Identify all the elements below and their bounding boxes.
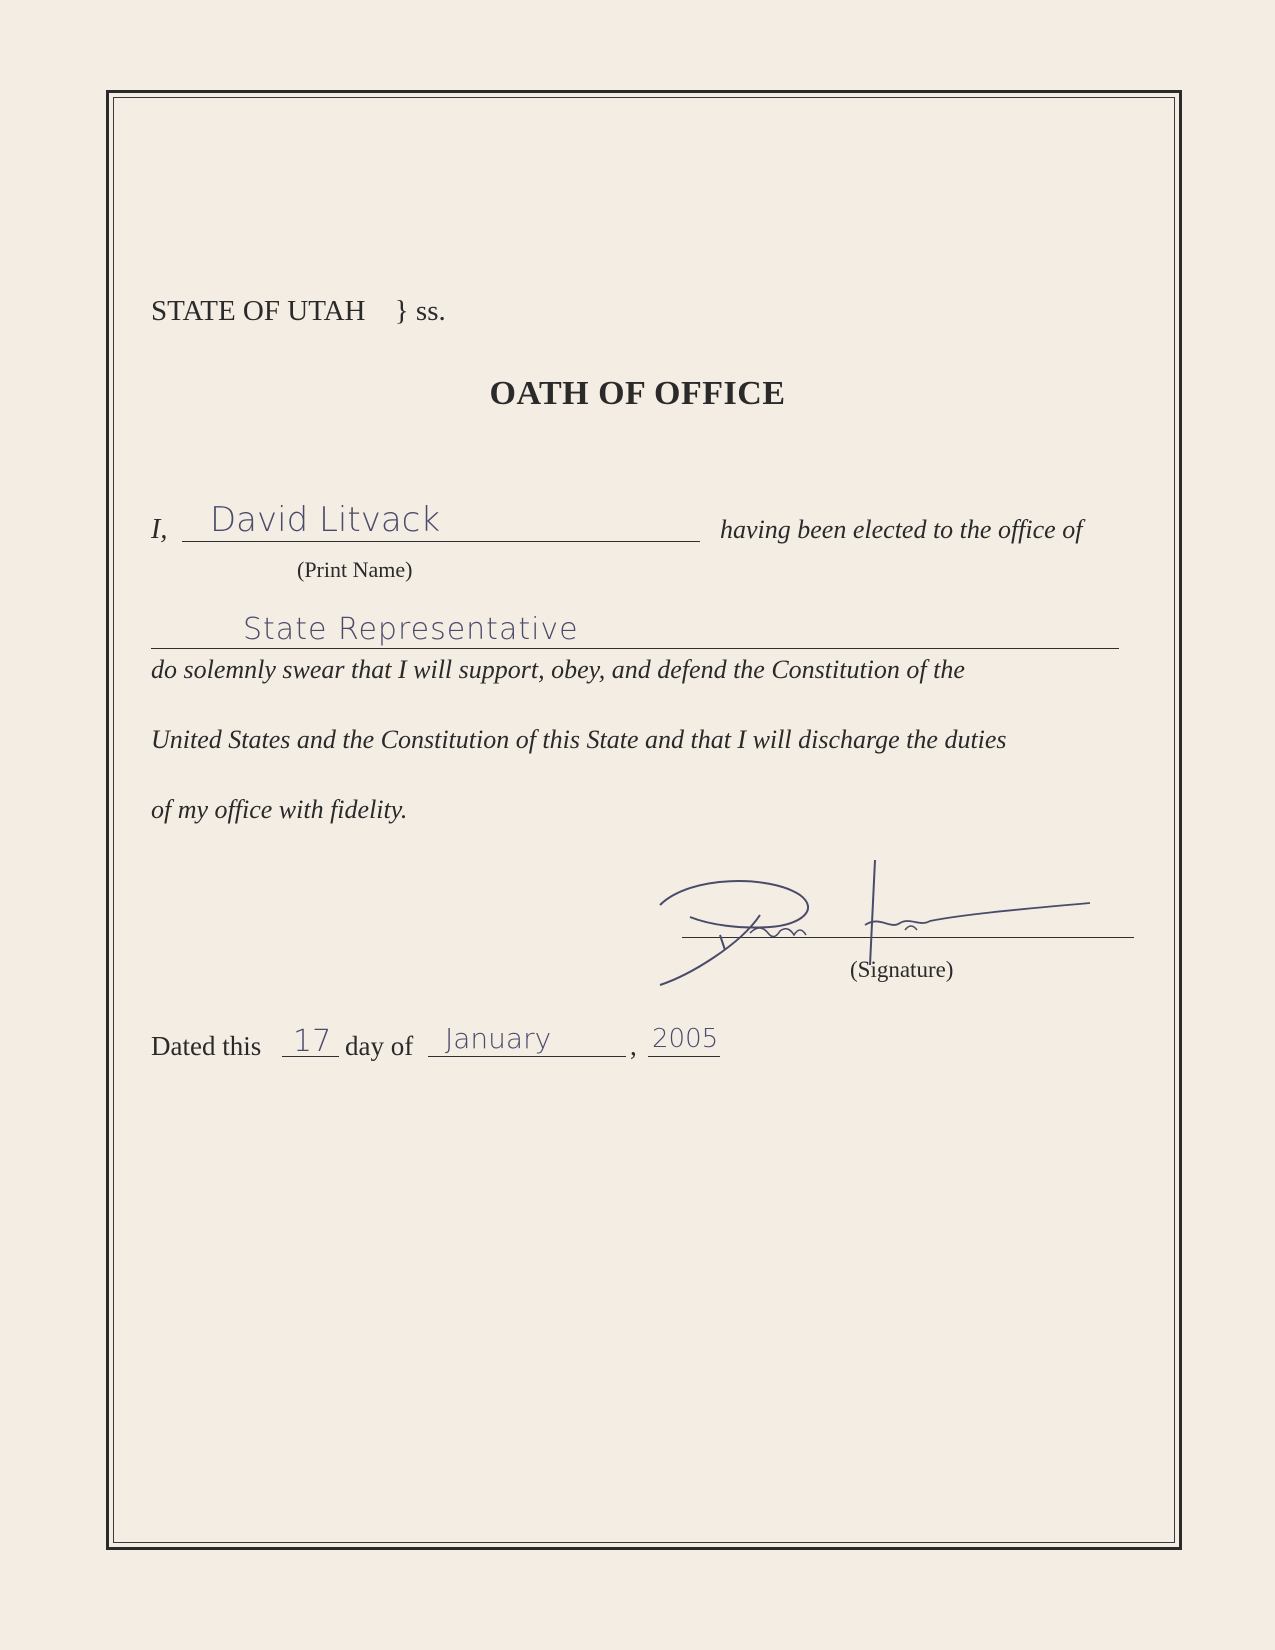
dated-label: Dated this	[151, 1031, 262, 1061]
handwritten-office: State Representative	[243, 612, 579, 647]
handwritten-year: 2005	[652, 1024, 719, 1054]
state-label: STATE OF UTAH	[151, 295, 366, 327]
oath-line-2: United States and the Constitution of this State and that I will discharge the duties	[151, 725, 1007, 754]
handwritten-day: 17	[293, 1024, 332, 1059]
office-underline	[151, 648, 1119, 649]
ss-label: } ss.	[394, 295, 446, 327]
month-underline	[428, 1056, 626, 1057]
oath-line-1: do solemnly swear that I will support, obey, and defend the Constitution of the	[151, 655, 965, 684]
handwritten-name: David Litvack	[210, 500, 441, 540]
state-heading	[151, 295, 446, 328]
year-underline	[648, 1056, 720, 1057]
oath-prefix: I,	[151, 514, 168, 545]
name-underline	[182, 541, 700, 542]
print-name-caption: (Print Name)	[297, 557, 413, 582]
document-title: OATH OF OFFICE	[489, 375, 786, 412]
comma: ,	[630, 1031, 637, 1061]
handwritten-month: January	[445, 1022, 552, 1055]
oath-line-3: of my office with fidelity.	[151, 795, 408, 824]
signature-caption: (Signature)	[850, 957, 954, 982]
after-name-text: having been elected to the office of	[720, 515, 1083, 544]
day-of-label: day of	[345, 1031, 414, 1061]
